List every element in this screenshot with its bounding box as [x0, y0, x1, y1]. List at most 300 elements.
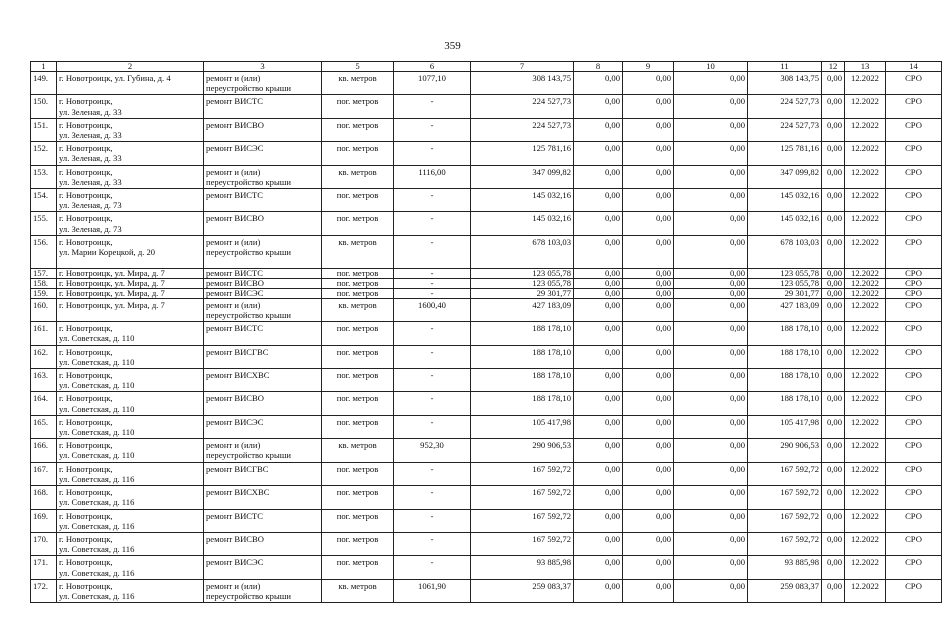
address-cell — [57, 392, 204, 415]
address-line: ул. Зеленая, д. 33 — [59, 130, 122, 141]
quantity-cell: 1600,40 — [394, 298, 471, 321]
quantity-cell: - — [394, 462, 471, 485]
cell-value: 125 781,16 — [748, 142, 822, 165]
row-number: 154. — [31, 189, 57, 212]
quantity-cell: 952,30 — [394, 439, 471, 462]
cell-value: 0,00 — [822, 392, 845, 415]
completion-date-cell: 12.2022 — [845, 415, 886, 438]
completion-date-cell: 12.2022 — [845, 298, 886, 321]
cell-value: 0,00 — [822, 278, 845, 288]
cell-value: 0,00 — [574, 345, 623, 368]
cell-value: 0,00 — [674, 369, 748, 392]
address-line: ул. Советская, д. 110 — [59, 427, 135, 438]
work-type-cell — [204, 288, 322, 298]
cell-value: 0,00 — [822, 509, 845, 532]
table-row — [31, 189, 942, 212]
cell-value: 167 592,72 — [748, 509, 822, 532]
cell-value: 0,00 — [822, 556, 845, 579]
cell-value: 0,00 — [574, 95, 623, 118]
page-number: 359 — [444, 40, 461, 52]
table-row — [31, 345, 942, 368]
cell-value: 0,00 — [674, 345, 748, 368]
row-number: 161. — [31, 322, 57, 345]
table-row — [31, 415, 942, 438]
total-cost-cell: 167 592,72 — [471, 462, 574, 485]
work-type-line: ремонт и (или) — [206, 580, 261, 591]
completion-date-cell: 12.2022 — [845, 165, 886, 188]
total-cost-cell: 678 103,03 — [471, 235, 574, 268]
work-type-cell — [204, 95, 322, 118]
address-cell — [57, 369, 204, 392]
cell-value: 347 099,82 — [748, 165, 822, 188]
address-cell — [57, 288, 204, 298]
cell-value: 0,00 — [822, 322, 845, 345]
funding-source-cell: СРО — [886, 235, 942, 268]
total-cost-cell: 188 178,10 — [471, 345, 574, 368]
funding-source-cell: СРО — [886, 486, 942, 509]
address-line: г. Новотроицк, — [59, 533, 113, 544]
funding-source-cell: СРО — [886, 322, 942, 345]
total-cost-cell: 125 781,16 — [471, 142, 574, 165]
cell-value: 0,00 — [822, 579, 845, 602]
address-line: ул. Зеленая, д. 33 — [59, 106, 122, 117]
cell-value: 123 055,78 — [748, 278, 822, 288]
work-type-line: ремонт ВИСТС — [206, 190, 264, 201]
table-row — [31, 392, 942, 415]
cell-value: 0,00 — [674, 322, 748, 345]
cell-value: 290 906,53 — [748, 439, 822, 462]
cell-value: 0,00 — [574, 118, 623, 141]
work-type-cell — [204, 486, 322, 509]
cell-value: 123 055,78 — [748, 268, 822, 278]
row-number: 169. — [31, 509, 57, 532]
cell-value: 0,00 — [623, 95, 674, 118]
work-type-line: ремонт ВИСГВС — [206, 346, 269, 357]
total-cost-cell: 259 083,37 — [471, 579, 574, 602]
address-cell — [57, 72, 204, 95]
cell-value: 0,00 — [623, 118, 674, 141]
cell-value: 0,00 — [623, 142, 674, 165]
quantity-cell: - — [394, 556, 471, 579]
cell-value: 145 032,16 — [748, 189, 822, 212]
cell-value: 167 592,72 — [748, 532, 822, 555]
cell-value: 308 143,75 — [748, 72, 822, 95]
work-type-cell — [204, 532, 322, 555]
completion-date-cell: 12.2022 — [845, 486, 886, 509]
address-line: г. Новотроицк, — [59, 440, 113, 451]
completion-date-cell: 12.2022 — [845, 288, 886, 298]
funding-source-cell: СРО — [886, 298, 942, 321]
cell-value: 0,00 — [674, 165, 748, 188]
work-type-cell — [204, 439, 322, 462]
funding-source-cell: СРО — [886, 345, 942, 368]
cell-value: 0,00 — [674, 392, 748, 415]
unit-cell: пог. метров — [322, 118, 394, 141]
funding-source-cell: СРО — [886, 415, 942, 438]
column-number: 14 — [886, 62, 942, 72]
total-cost-cell: 224 527,73 — [471, 95, 574, 118]
work-type-line: ремонт ВИСТС — [206, 323, 264, 334]
total-cost-cell: 29 301,77 — [471, 288, 574, 298]
funding-source-cell: СРО — [886, 142, 942, 165]
quantity-cell: - — [394, 392, 471, 415]
funding-source-cell: СРО — [886, 212, 942, 235]
work-type-cell — [204, 579, 322, 602]
address-line: ул. Советская, д. 110 — [59, 450, 135, 461]
total-cost-cell: 167 592,72 — [471, 486, 574, 509]
row-number: 170. — [31, 532, 57, 555]
total-cost-cell: 105 417,98 — [471, 415, 574, 438]
completion-date-cell: 12.2022 — [845, 142, 886, 165]
work-type-cell — [204, 278, 322, 288]
column-number: 13 — [845, 62, 886, 72]
cell-value: 167 592,72 — [748, 462, 822, 485]
address-line: г. Новотроицк, — [59, 487, 113, 498]
completion-date-cell: 12.2022 — [845, 212, 886, 235]
address-cell — [57, 462, 204, 485]
cell-value: 0,00 — [674, 72, 748, 95]
cell-value: 0,00 — [623, 278, 674, 288]
address-cell — [57, 415, 204, 438]
cell-value: 0,00 — [574, 288, 623, 298]
table-row — [31, 72, 942, 95]
cell-value: 0,00 — [574, 268, 623, 278]
total-cost-cell: 167 592,72 — [471, 509, 574, 532]
funding-source-cell: СРО — [886, 532, 942, 555]
column-number: 9 — [623, 62, 674, 72]
table-row — [31, 95, 942, 118]
unit-cell: пог. метров — [322, 322, 394, 345]
address-line: г. Новотроицк, — [59, 323, 113, 334]
cell-value: 0,00 — [822, 415, 845, 438]
address-cell — [57, 95, 204, 118]
cell-value: 188 178,10 — [748, 345, 822, 368]
table-row — [31, 278, 942, 288]
quantity-cell: - — [394, 212, 471, 235]
total-cost-cell: 224 527,73 — [471, 118, 574, 141]
address-line: г. Новотроицк, — [59, 236, 113, 247]
cell-value: 0,00 — [822, 298, 845, 321]
table-row — [31, 118, 942, 141]
unit-cell: пог. метров — [322, 212, 394, 235]
cell-value: 0,00 — [623, 579, 674, 602]
cell-value: 0,00 — [574, 212, 623, 235]
work-type-line: ремонт ВИСЭС — [206, 287, 264, 298]
row-number: 157. — [31, 268, 57, 278]
quantity-cell: - — [394, 345, 471, 368]
funding-source-cell: СРО — [886, 579, 942, 602]
completion-date-cell: 12.2022 — [845, 72, 886, 95]
quantity-cell: 1061,90 — [394, 579, 471, 602]
table-row — [31, 212, 942, 235]
completion-date-cell: 12.2022 — [845, 322, 886, 345]
work-type-cell — [204, 415, 322, 438]
unit-cell: кв. метров — [322, 298, 394, 321]
table-row — [31, 509, 942, 532]
row-number: 149. — [31, 72, 57, 95]
funding-source-cell: СРО — [886, 462, 942, 485]
cell-value: 0,00 — [574, 509, 623, 532]
address-cell — [57, 345, 204, 368]
table-row — [31, 532, 942, 555]
work-type-line: ремонт и (или) — [206, 73, 261, 83]
column-number: 8 — [574, 62, 623, 72]
cell-value: 0,00 — [574, 439, 623, 462]
quantity-cell: - — [394, 142, 471, 165]
work-type-cell — [204, 235, 322, 268]
cell-value: 0,00 — [623, 268, 674, 278]
cell-value: 0,00 — [623, 369, 674, 392]
address-line: г. Новотроицк, — [59, 346, 113, 357]
column-number: 5 — [322, 62, 394, 72]
quantity-cell: - — [394, 486, 471, 509]
cell-value: 0,00 — [674, 288, 748, 298]
cell-value: 0,00 — [574, 189, 623, 212]
work-type-cell — [204, 118, 322, 141]
quantity-cell: - — [394, 532, 471, 555]
address-cell — [57, 298, 204, 321]
total-cost-cell: 188 178,10 — [471, 322, 574, 345]
completion-date-cell: 12.2022 — [845, 118, 886, 141]
table-row — [31, 439, 942, 462]
work-type-cell — [204, 142, 322, 165]
row-number: 165. — [31, 415, 57, 438]
cell-value: 0,00 — [623, 415, 674, 438]
cell-value: 0,00 — [822, 95, 845, 118]
quantity-cell: - — [394, 189, 471, 212]
row-number: 153. — [31, 165, 57, 188]
funding-source-cell: СРО — [886, 288, 942, 298]
completion-date-cell: 12.2022 — [845, 556, 886, 579]
cell-value: 0,00 — [574, 278, 623, 288]
total-cost-cell: 145 032,16 — [471, 189, 574, 212]
unit-cell: кв. метров — [322, 439, 394, 462]
column-number: 10 — [674, 62, 748, 72]
address-line: ул. Советская, д. 116 — [59, 567, 135, 578]
row-number: 167. — [31, 462, 57, 485]
cell-value: 259 083,37 — [748, 579, 822, 602]
completion-date-cell: 12.2022 — [845, 439, 886, 462]
work-type-cell — [204, 72, 322, 95]
cell-value: 0,00 — [674, 268, 748, 278]
address-cell — [57, 235, 204, 268]
completion-date-cell: 12.2022 — [845, 95, 886, 118]
work-type-cell — [204, 298, 322, 321]
funding-source-cell: СРО — [886, 439, 942, 462]
funding-source-cell: СРО — [886, 268, 942, 278]
total-cost-cell: 93 885,98 — [471, 556, 574, 579]
work-type-line: ремонт ВИСХВС — [206, 487, 270, 498]
total-cost-cell: 290 906,53 — [471, 439, 574, 462]
row-number: 152. — [31, 142, 57, 165]
cell-value: 0,00 — [623, 345, 674, 368]
cell-value: 0,00 — [822, 439, 845, 462]
row-number: 156. — [31, 235, 57, 268]
address-line: ул. Советская, д. 116 — [59, 473, 135, 484]
cell-value: 0,00 — [623, 392, 674, 415]
row-number: 164. — [31, 392, 57, 415]
completion-date-cell: 12.2022 — [845, 369, 886, 392]
cell-value: 0,00 — [674, 142, 748, 165]
row-number: 171. — [31, 556, 57, 579]
address-line: г. Новотроицк, — [59, 557, 113, 568]
cell-value: 0,00 — [574, 392, 623, 415]
cell-value: 0,00 — [822, 486, 845, 509]
cell-value: 0,00 — [822, 189, 845, 212]
cell-value: 0,00 — [822, 288, 845, 298]
column-number: 7 — [471, 62, 574, 72]
cell-value: 0,00 — [574, 532, 623, 555]
cell-value: 0,00 — [674, 415, 748, 438]
work-type-line: ремонт ВИСВО — [206, 533, 264, 544]
cell-value: 0,00 — [623, 235, 674, 268]
unit-cell: кв. метров — [322, 165, 394, 188]
cell-value: 0,00 — [822, 118, 845, 141]
work-type-line: переустройство крыши — [206, 247, 291, 258]
column-number-row — [31, 62, 942, 72]
table-row — [31, 556, 942, 579]
work-type-line: переустройство крыши — [206, 590, 291, 601]
total-cost-cell: 347 099,82 — [471, 165, 574, 188]
work-type-cell — [204, 509, 322, 532]
cell-value: 224 527,73 — [748, 95, 822, 118]
cell-value: 0,00 — [674, 235, 748, 268]
unit-cell: кв. метров — [322, 72, 394, 95]
completion-date-cell: 12.2022 — [845, 235, 886, 268]
cell-value: 0,00 — [574, 462, 623, 485]
cell-value: 0,00 — [822, 369, 845, 392]
cell-value: 0,00 — [623, 288, 674, 298]
table-row — [31, 268, 942, 278]
address-cell — [57, 212, 204, 235]
row-number: 150. — [31, 95, 57, 118]
cell-value: 0,00 — [674, 532, 748, 555]
cell-value: 0,00 — [574, 298, 623, 321]
total-cost-cell: 123 055,78 — [471, 268, 574, 278]
column-number: 1 — [31, 62, 57, 72]
quantity-cell: - — [394, 278, 471, 288]
cell-value: 0,00 — [623, 72, 674, 95]
work-type-line: ремонт ВИСГВС — [206, 463, 269, 474]
address-line: г. Новотроицк, ул. Мира, д. 7 — [59, 267, 165, 278]
address-line: ул. Марии Корецкой, д. 20 — [59, 247, 156, 258]
work-type-line: переустройство крыши — [206, 450, 291, 461]
table-row — [31, 165, 942, 188]
address-cell — [57, 278, 204, 288]
quantity-cell: - — [394, 509, 471, 532]
funding-source-cell: СРО — [886, 556, 942, 579]
unit-cell: пог. метров — [322, 462, 394, 485]
completion-date-cell: 12.2022 — [845, 268, 886, 278]
address-line: ул. Советская, д. 110 — [59, 403, 135, 414]
funding-source-cell: СРО — [886, 72, 942, 95]
unit-cell: пог. метров — [322, 189, 394, 212]
column-number: 3 — [204, 62, 322, 72]
column-number: 11 — [748, 62, 822, 72]
cell-value: 0,00 — [674, 189, 748, 212]
cell-value: 0,00 — [623, 486, 674, 509]
cell-value: 0,00 — [623, 322, 674, 345]
work-type-line: ремонт ВИСЭС — [206, 416, 264, 427]
cell-value: 0,00 — [623, 439, 674, 462]
work-type-line: ремонт ВИСТС — [206, 267, 264, 278]
cell-value: 0,00 — [574, 486, 623, 509]
work-type-line: ремонт ВИСХВС — [206, 370, 270, 381]
address-line: ул. Советская, д. 116 — [59, 544, 135, 555]
cell-value: 0,00 — [674, 439, 748, 462]
cell-value: 0,00 — [674, 298, 748, 321]
row-number: 172. — [31, 579, 57, 602]
address-cell — [57, 189, 204, 212]
row-number: 168. — [31, 486, 57, 509]
work-type-line: ремонт ВИСВО — [206, 277, 264, 288]
address-line: г. Новотроицк, — [59, 510, 113, 521]
work-type-cell — [204, 556, 322, 579]
cell-value: 0,00 — [574, 165, 623, 188]
cell-value: 0,00 — [822, 345, 845, 368]
cell-value: 0,00 — [822, 72, 845, 95]
address-line: г. Новотроицк, — [59, 119, 113, 130]
cell-value: 0,00 — [623, 165, 674, 188]
work-type-line: ремонт ВИСТС — [206, 96, 264, 107]
unit-cell: пог. метров — [322, 556, 394, 579]
cell-value: 188 178,10 — [748, 322, 822, 345]
completion-date-cell: 12.2022 — [845, 509, 886, 532]
unit-cell: пог. метров — [322, 509, 394, 532]
total-cost-cell: 427 183,09 — [471, 298, 574, 321]
column-number: 2 — [57, 62, 204, 72]
cell-value: 0,00 — [822, 142, 845, 165]
total-cost-cell: 167 592,72 — [471, 532, 574, 555]
quantity-cell: - — [394, 415, 471, 438]
table-body — [31, 72, 942, 603]
unit-cell: пог. метров — [322, 288, 394, 298]
address-line: г. Новотроицк, — [59, 580, 113, 591]
address-line: ул. Советская, д. 116 — [59, 590, 135, 601]
address-line: г. Новотроицк, — [59, 190, 113, 201]
work-type-line: переустройство крыши — [206, 176, 291, 187]
row-number: 162. — [31, 345, 57, 368]
work-type-cell — [204, 369, 322, 392]
address-cell — [57, 142, 204, 165]
cell-value: 0,00 — [674, 509, 748, 532]
address-line: ул. Зеленая, д. 33 — [59, 153, 122, 164]
address-line: г. Новотроицк, — [59, 416, 113, 427]
funding-source-cell: СРО — [886, 509, 942, 532]
quantity-cell: - — [394, 235, 471, 268]
cell-value: 0,00 — [674, 95, 748, 118]
works-table — [30, 61, 942, 603]
cell-value: 0,00 — [623, 532, 674, 555]
cell-value: 0,00 — [623, 556, 674, 579]
row-number: 151. — [31, 118, 57, 141]
quantity-cell: - — [394, 322, 471, 345]
work-type-line: ремонт ВИСВО — [206, 213, 264, 224]
table-row — [31, 322, 942, 345]
cell-value: 0,00 — [574, 142, 623, 165]
completion-date-cell: 12.2022 — [845, 345, 886, 368]
address-line: г. Новотроицк, — [59, 463, 113, 474]
work-type-line: ремонт ВИСТС — [206, 510, 264, 521]
cell-value: 224 527,73 — [748, 118, 822, 141]
cell-value: 0,00 — [822, 212, 845, 235]
unit-cell: пог. метров — [322, 532, 394, 555]
work-type-line: ремонт и (или) — [206, 440, 261, 451]
work-type-cell — [204, 189, 322, 212]
table-row — [31, 235, 942, 268]
address-line: ул. Советская, д. 110 — [59, 380, 135, 391]
address-cell — [57, 579, 204, 602]
